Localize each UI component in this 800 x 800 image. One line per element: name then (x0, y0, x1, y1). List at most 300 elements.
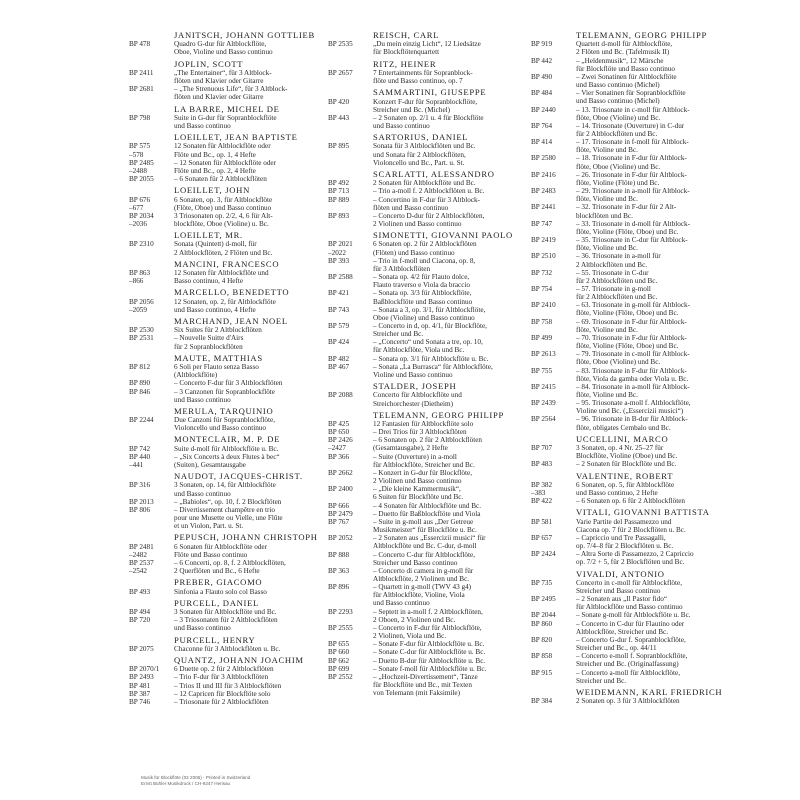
catalog-entry (328, 196, 538, 204)
catalog-number: BP 754 (531, 284, 553, 293)
catalog-entry (328, 485, 538, 493)
catalog-entry (129, 249, 347, 257)
catalog-number: BP 743 (328, 305, 350, 314)
catalog-entry (129, 114, 347, 122)
catalog-number: BP 499 (531, 333, 553, 342)
work-description: – Concerto in C-dur für Flautino oder (576, 619, 685, 628)
work-description: – Concertino in F-dur für 3 Altblock- (373, 195, 480, 204)
composer-block (129, 472, 347, 530)
catalog-entry (531, 677, 753, 685)
composer-name: PREBER, GIACOMO (174, 577, 263, 588)
catalog-entry (328, 330, 538, 338)
catalog-entry (129, 490, 347, 498)
work-description: 3 Sonaten, op. 4 Nr. 25–27 für (576, 444, 664, 453)
catalog-number (531, 407, 576, 415)
catalog-entry (328, 502, 538, 510)
catalog-entry (531, 195, 753, 203)
catalog-number: BP 2681 (129, 85, 154, 94)
catalog-entry (531, 611, 753, 619)
catalog-entry (328, 624, 538, 632)
catalog-entry (129, 514, 347, 522)
catalog-number: BP 919 (531, 40, 553, 49)
work-description: Flöte und Bc., op. 1, 4 Hefte (174, 150, 256, 159)
work-description: flöte, Violine (Flöte, Oboe) und Bc. (576, 309, 679, 318)
catalog-number (328, 371, 373, 379)
composer-name: VITALI, GIOVANNI BATTISTA (576, 507, 710, 518)
catalog-entry (328, 420, 538, 428)
catalog-number: BP 820 (531, 635, 553, 644)
work-description: – 12 Capricen für Blockflöte solo (174, 689, 271, 698)
work-description: flöten und Basso continuo (373, 203, 449, 212)
catalog-number: BP 478 (129, 40, 151, 49)
work-description: pour une Musette ou Vielle, une Flûte (174, 514, 283, 523)
catalog-number: BP 2662 (328, 468, 353, 477)
catalog-entry (129, 122, 347, 130)
work-description: 7 Entertainments für Sopranblock- (373, 68, 473, 77)
catalog-entry (531, 89, 753, 97)
catalog-number: BP 863 (129, 269, 151, 278)
catalog-number (531, 114, 576, 122)
composer-name: SAMMARTINI, GIUSEPPE (373, 87, 487, 98)
work-description: – 3 Triosonaten für 2 Altblockflöten (174, 616, 278, 625)
catalog-entry (129, 142, 347, 150)
composer-block (531, 688, 753, 705)
catalog-entry (129, 445, 347, 453)
catalog-number (328, 632, 373, 640)
catalog-entry (531, 628, 753, 636)
catalog-number: BP 581 (531, 517, 553, 526)
composer-name: SARTORIUS, DANIEL (373, 132, 469, 143)
catalog-entry (531, 367, 753, 375)
catalog-number: BP 484 (531, 89, 553, 98)
catalog-entry (328, 559, 538, 567)
catalog-number: BP 440 (129, 452, 151, 461)
catalog-number: BP 2416 (531, 170, 556, 179)
catalog-entry (328, 273, 538, 281)
composer-block (129, 60, 347, 102)
catalog-entry (129, 326, 347, 334)
work-description: flöte, Oboe (Violine) und Bc. (576, 358, 661, 367)
composer-name: MERULA, TARQUINIO (174, 405, 274, 416)
catalog-number (531, 309, 576, 317)
catalog-number: BP 2657 (328, 68, 353, 77)
work-description: 6 Sonaten, op. 3, für Altblockflöte (174, 195, 273, 204)
catalog-entry (531, 518, 753, 526)
catalog-number (129, 343, 174, 351)
composer-name: MAUTE, MATTHIAS (174, 352, 263, 363)
catalog-number: –383 (531, 489, 546, 498)
catalog-number: BP 482 (328, 354, 350, 363)
catalog-number: BP 2564 (531, 415, 556, 424)
catalog-number: BP 2479 (328, 509, 353, 518)
work-description: – 2 Sonaten aus „Il Pastor fido“ (576, 595, 668, 604)
work-description: 2 Altblockflöten, 2 Flöten und Bc. (174, 248, 273, 257)
catalog-entry (328, 114, 538, 122)
catalog-entry (328, 673, 538, 681)
catalog-number: BP 742 (129, 444, 151, 453)
composer-name: RITZ, HEINER (373, 58, 437, 69)
work-description: 6 Sonaten op. 2 für 2 Altblockflöten (373, 240, 477, 249)
catalog-number (129, 122, 174, 130)
catalog-entry (129, 40, 347, 48)
catalog-number (328, 400, 373, 408)
composer-block (129, 186, 347, 228)
catalog-number: BP 2293 (328, 607, 353, 616)
composer-name: JOPLIN, SCOTT (174, 58, 244, 69)
catalog-number: BP 915 (531, 668, 553, 677)
catalog-number: BP 707 (531, 444, 553, 453)
composer-name: LA BARRE, MICHEL DE (174, 103, 280, 114)
catalog-number: BP 2530 (129, 326, 154, 335)
catalog-entry (531, 399, 753, 407)
work-description: – „Six Concerts à deux Flutes à bec“ (174, 452, 280, 461)
catalog-number (328, 591, 373, 599)
catalog-entry (531, 293, 753, 301)
catalog-entry (531, 444, 753, 452)
work-description: und Basso continuo (Michel) (576, 97, 660, 106)
catalog-number (129, 624, 174, 632)
work-description: – Vier Sonatinen für Sopranblockflöte (576, 89, 686, 98)
work-description: Altblockflöte, 2 Violinen und Bc. (373, 574, 470, 583)
composer-name: JANITSCH, JOHANN GOTTLIEB (174, 30, 315, 40)
catalog-entry (129, 665, 347, 673)
catalog-number: BP 467 (328, 362, 350, 371)
catalog-number: BP 2535 (328, 40, 353, 49)
catalog-entry (129, 212, 347, 220)
catalog-entry (328, 400, 538, 408)
composer-block (328, 133, 538, 167)
work-description: – Concerto D-dur für 2 Altblockflöten, (373, 211, 485, 220)
work-description: Violine und Basso continuo (373, 370, 453, 379)
work-description: – Concerto in d, op. 4/1, für Blockflöte, (373, 322, 487, 330)
work-description: – Triosonate für 2 Altblockflöten (174, 697, 269, 706)
work-description: flöte, Viola da gamba oder Viola u. Bc. (576, 374, 689, 383)
work-description: Due Canzoni für Sopranblockflöte, (174, 416, 275, 425)
work-description: Streichorchester (Dietheim) (373, 399, 454, 408)
catalog-entry (328, 391, 538, 399)
catalog-entry (531, 620, 753, 628)
catalog-number (531, 261, 576, 269)
catalog-entry (129, 77, 347, 85)
catalog-number (328, 265, 373, 273)
composer-name: MANCINI, FRANCESCO (174, 258, 280, 269)
catalog-number: BP 2415 (531, 382, 556, 391)
composer-block (129, 288, 347, 314)
catalog-entry (531, 669, 753, 677)
catalog-entry (531, 636, 753, 644)
catalog-entry (531, 644, 753, 652)
catalog-entry (129, 48, 347, 56)
catalog-entry (531, 73, 753, 81)
work-description: – 69. Triosonate in F-dur für Altblock- (576, 317, 687, 326)
composer-name: MONTECLAIR, M. P. DE (174, 434, 281, 445)
catalog-number (531, 424, 576, 432)
catalog-number (328, 599, 373, 607)
catalog-number: BP 2400 (328, 485, 353, 494)
catalog-number: BP 2552 (328, 672, 353, 681)
composer-block (129, 435, 347, 469)
catalog-number (531, 130, 576, 138)
work-description: für 2 Sopranblockflöten (174, 342, 243, 351)
work-description: flöte, Oboe (Violine) und Bc. (576, 113, 661, 122)
catalog-entry (531, 497, 753, 505)
catalog-entry (531, 179, 753, 187)
catalog-number (328, 616, 373, 624)
catalog-number: BP 798 (129, 113, 151, 122)
work-description: für Blockflöte und Basso continuo (576, 64, 676, 73)
work-description: 2 Querflöten und Bc., 6 Hefte (174, 567, 260, 576)
catalog-entry (129, 567, 347, 575)
catalog-entry (328, 281, 538, 289)
catalog-number: BP 812 (129, 363, 151, 372)
catalog-number: BP 2070/1 (129, 665, 160, 674)
work-description: – Capriccio und Tre Passagalli, (576, 533, 666, 542)
work-description: für 2 Altblockflöten und Bc. (576, 293, 658, 302)
catalog-entry (328, 526, 538, 534)
work-description: – Sonata op. 4/2 für Flauto dolce, (373, 273, 470, 282)
catalog-entry (328, 640, 538, 648)
catalog-entry (531, 697, 753, 705)
work-description: – Konzert in G-dur für Blockflöte, (373, 468, 473, 477)
catalog-number (328, 330, 373, 338)
composer-block (129, 656, 347, 706)
catalog-number: BP 384 (531, 697, 553, 706)
composer-name: QUANTZ, JOHANN JOACHIM (174, 655, 304, 666)
catalog-entry (531, 326, 753, 334)
catalog-number: BP 2483 (531, 187, 556, 196)
composer-block (129, 636, 347, 653)
catalog-entry (328, 461, 538, 469)
work-description: flöte, Violine und Bc. (576, 195, 638, 204)
catalog-number: BP 2439 (531, 399, 556, 408)
catalog-number: BP 2056 (129, 297, 154, 306)
catalog-number (531, 342, 576, 350)
catalog-number (129, 93, 174, 101)
work-description: – Nouvelle Suitte d'Airs (174, 334, 244, 343)
work-description: und Basso continuo (174, 624, 231, 633)
composer-block (129, 31, 347, 57)
work-description: 3 Triosonaten op. 2/2, 4, 6 für Alt- (174, 211, 273, 220)
catalog-number (328, 106, 373, 114)
catalog-entry (129, 645, 347, 653)
work-description: Oboe, Violine und Basso continuo (174, 48, 273, 57)
catalog-number: BP 650 (328, 428, 350, 437)
work-description: Varie Partite del Passamezzo und (576, 517, 672, 526)
catalog-entry (129, 498, 347, 506)
work-description: – 6 Sonaten op. 6 für 2 Altblockflöten (576, 497, 685, 506)
catalog-number (531, 677, 576, 685)
composer-name: PURCELL, DANIEL (174, 597, 259, 608)
catalog-number (531, 375, 576, 383)
catalog-number (531, 244, 576, 252)
catalog-entry (129, 453, 347, 461)
catalog-number (328, 48, 373, 56)
catalog-number: BP 2244 (129, 416, 154, 425)
work-description: für Altblockflöte, Viola und Bc. (373, 346, 465, 355)
catalog-number: BP 2021 (328, 240, 353, 249)
work-description: – 14. Triosonate (Ouverture) in C-dur (576, 121, 685, 130)
work-description: – Altra Sorte di Passamezzo, 2 Capriccio (576, 550, 694, 559)
catalog-entry (328, 265, 538, 273)
work-description: Streicher und Bc. (Originalfassung) (576, 660, 679, 669)
catalog-entry (129, 698, 347, 706)
catalog-entry (129, 608, 347, 616)
catalog-number: BP 2510 (531, 252, 556, 261)
catalog-number: BP 2410 (531, 301, 556, 310)
work-description: 2 Violinen und Basso continuo (373, 477, 462, 486)
catalog-entry (328, 220, 538, 228)
catalog-number (129, 514, 174, 522)
catalog-entry (531, 481, 753, 489)
composer-name: WEIDEMANN, KARL FRIEDRICH (576, 686, 723, 697)
work-description: – Suite in g-moll aus „Der Getreue (373, 517, 474, 526)
catalog-number: BP 806 (129, 505, 151, 514)
catalog-number: –2542 (129, 567, 147, 576)
work-description: flöte, Violine und Bc. (576, 244, 638, 253)
catalog-number: BP 494 (129, 608, 151, 617)
catalog-number: BP 414 (531, 138, 553, 147)
catalog-number: –2059 (129, 305, 147, 314)
work-description: – Sonate f-moll für Altblockflöte u. Bc. (373, 664, 487, 673)
catalog-number: BP 890 (129, 379, 151, 388)
catalog-entry (531, 244, 753, 252)
catalog-entry (531, 342, 753, 350)
catalog-entry (129, 588, 347, 596)
work-description: Violoncello und Basso continuo (174, 424, 266, 433)
catalog-number: –2427 (328, 444, 346, 453)
catalog-entry (328, 289, 538, 297)
catalog-entry (328, 665, 538, 673)
catalog-number: BP 2485 (129, 158, 154, 167)
imprint-line-1: Musik für Blockflöte (02 2006) · Printed in Switzerland (141, 775, 251, 780)
work-description: – 4 Sonaten für Altblockflöte und Bc. (373, 501, 481, 510)
catalog-entry (328, 436, 538, 444)
work-description: 2 Flöten und Bc. (Tafelmusik II) (576, 48, 670, 57)
work-description: – Sonate F-dur für Altblockflöte u. Bc. (373, 640, 485, 649)
catalog-number: BP 720 (129, 616, 151, 625)
catalog-entry (531, 407, 753, 415)
catalog-entry (531, 261, 753, 269)
catalog-number: BP 2052 (328, 534, 353, 543)
catalog-number: BP 2044 (531, 611, 556, 620)
work-description: Flöte und Bc., op. 2, 4 Hefte (174, 166, 256, 175)
work-description: Musikmeister“ für Blockflöte u. Bc. (373, 526, 477, 535)
catalog-entry (328, 608, 538, 616)
catalog-number: BP 420 (328, 97, 350, 106)
work-description: – 6 Sonaten für 2 Altblockflöten (174, 175, 267, 184)
catalog-entry (531, 558, 753, 566)
catalog-entry (129, 196, 347, 204)
work-description: Concerto in c-moll für Altblockflöte, (576, 578, 682, 587)
catalog-entry (328, 142, 538, 150)
catalog-entry (328, 212, 538, 220)
catalog-entry (531, 212, 753, 220)
catalog-entry (328, 567, 538, 575)
composer-name: TELEMANN, GEORG PHILIPP (576, 30, 707, 40)
catalog-entry (328, 591, 538, 599)
catalog-number: BP 893 (328, 211, 350, 220)
composer-name: SIMONETTI, GIOVANNI PAOLO (373, 230, 513, 241)
catalog-number: BP 2588 (328, 273, 353, 282)
work-description: – Septett in a-moll f. 2 Altblockflöten, (373, 607, 483, 616)
work-description: – 18. Triosonate in F-dur für Altblock- (576, 154, 687, 163)
catalog-number (328, 77, 373, 85)
catalog-number (531, 452, 576, 460)
catalog-number: BP 660 (328, 648, 350, 657)
catalog-number: BP 443 (328, 113, 350, 122)
catalog-number (129, 396, 174, 404)
catalog-entry (328, 298, 538, 306)
catalog-number: BP 421 (328, 289, 350, 298)
catalog-entry (531, 542, 753, 550)
catalog-number: BP 579 (328, 322, 350, 330)
work-description: – Concerto di camera in g-moll für (373, 566, 474, 575)
catalog-number: BP 895 (328, 142, 350, 151)
catalog-number: BP 767 (328, 517, 350, 526)
catalog-entry (328, 648, 538, 656)
work-description: flöte, Violine (Flöte, Oboe) und Bc. (576, 227, 679, 236)
composer-block (531, 472, 753, 506)
catalog-entry (328, 346, 538, 354)
composer-block (328, 31, 538, 57)
catalog-entry (531, 301, 753, 309)
catalog-number: BP 492 (328, 179, 350, 188)
catalog-entry (531, 318, 753, 326)
catalog-entry (328, 428, 538, 436)
work-description: – 70. Triosonate in F-dur für Altblock- (576, 333, 687, 342)
work-description: – „Babioles“, op. 10, f. 2 Blockflöten (174, 497, 282, 506)
catalog-number: –2488 (129, 166, 147, 175)
work-description: Violoncello und Bc., Part. u. St. (373, 158, 465, 167)
composer-block (328, 60, 538, 86)
work-description: – 79. Triosonate in c-moll für Altblock- (576, 350, 690, 359)
work-description: 2 Violinen, Viola und Bc. (373, 632, 447, 641)
work-description: – Concerto e-moll f. Sopranblockflöte, (576, 652, 688, 661)
catalog-number (328, 681, 373, 689)
work-description: – 36. Triosonate in a-moll für (576, 252, 661, 261)
catalog-number: BP 575 (129, 142, 151, 151)
work-description: et un Violon, Part. u. St. (174, 522, 244, 531)
catalog-entry (328, 122, 538, 130)
catalog-entry (531, 171, 753, 179)
catalog-entry (328, 159, 538, 167)
work-description: – 32. Triosonate in F-dur für 2 Alt- (576, 203, 677, 212)
work-description: – 33. Triosonate in d-moll für Altblock- (576, 219, 690, 228)
catalog-entry (328, 518, 538, 526)
work-description: 6 Soli per Flauto senza Basso (174, 363, 259, 372)
work-description: für Altblockflöte, Violine, Viola (373, 591, 465, 600)
catalog-entry (129, 204, 347, 212)
catalog-entry (129, 240, 347, 248)
catalog-number (328, 151, 373, 159)
catalog-number: BP 422 (531, 497, 553, 506)
catalog-entry (328, 681, 538, 689)
catalog-entry (129, 93, 347, 101)
work-description: – Trios II und III für 3 Altblockflöten (174, 681, 282, 690)
catalog-entry (531, 285, 753, 293)
catalog-number: BP 735 (531, 578, 553, 587)
catalog-entry (328, 240, 538, 248)
work-description: – „Die kleine Kammermusik“, (373, 485, 461, 494)
catalog-number: BP 2424 (531, 550, 556, 559)
catalog-entry (129, 616, 347, 624)
catalog-number (328, 542, 373, 550)
catalog-number: BP 387 (129, 689, 151, 698)
catalog-entry (531, 489, 753, 497)
catalog-entry (328, 306, 538, 314)
catalog-entry (531, 595, 753, 603)
catalog-number: BP 889 (328, 195, 350, 204)
